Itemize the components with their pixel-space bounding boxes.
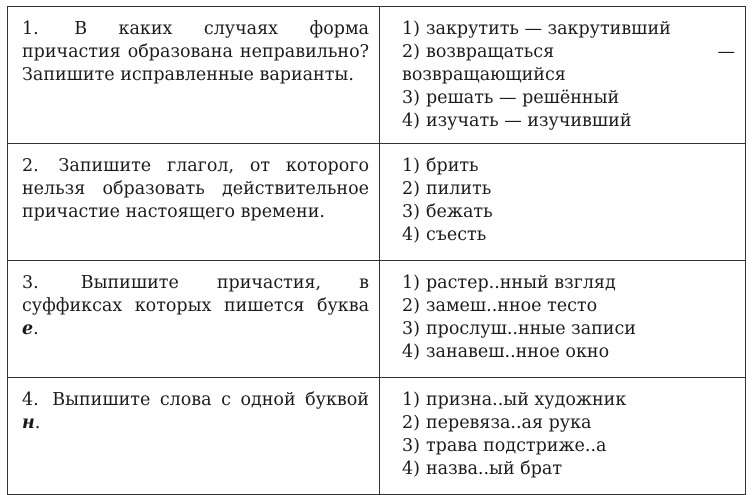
option-item: 2) замеш..нное тесто: [402, 296, 598, 316]
highlighted-letter: е: [22, 319, 34, 339]
task-number: 2.: [22, 156, 39, 176]
task-row: [8, 378, 746, 495]
question-body: Запишите глагол, от которого нельзя образовать действительное причастие настоящего времени.: [22, 156, 369, 222]
option-item: 2) перевяза..ая рука: [402, 413, 592, 433]
option-item: 1) закрутить — закрутивший: [402, 19, 671, 39]
option-item: 3) решать — решённый: [402, 88, 620, 108]
question-text: [22, 272, 369, 341]
task-number: 1.: [22, 19, 39, 39]
option-item: 2) пилить: [402, 179, 492, 199]
question-body: Выпишите слова с одной буквой: [52, 390, 369, 410]
option-item: 4) назва..ый брат: [402, 459, 563, 479]
question-end: .: [33, 319, 39, 339]
option-item: 2) возвращаться — возвращающийся: [402, 42, 735, 85]
option-item: 4) съесть: [402, 225, 487, 245]
question-cell: [8, 7, 380, 144]
task-row: [8, 7, 746, 144]
options-list: [394, 272, 735, 364]
options-cell: [380, 7, 746, 144]
task-number: 3.: [22, 273, 39, 293]
question-end: .: [34, 413, 41, 433]
option-item: 1) растер..нный взгляд: [402, 273, 616, 293]
question-cell: [8, 378, 380, 495]
question-text: [22, 389, 369, 435]
task-row: [8, 261, 746, 378]
options-cell: [380, 261, 746, 378]
question-text: [22, 155, 369, 224]
tasks-table: [7, 6, 746, 495]
option-item: 3) трава подстриже..а: [402, 436, 607, 456]
option-item: 3) прослуш..нные записи: [402, 319, 636, 339]
question-cell: [8, 144, 380, 261]
task-number: 4.: [22, 390, 39, 410]
options-list: [394, 18, 735, 133]
highlighted-letter: н: [22, 413, 35, 433]
task-row: [8, 144, 746, 261]
question-body: Выпишите причастия, в суффиксах которых пишется буква: [22, 273, 369, 316]
options-list: [394, 155, 735, 247]
option-item: 1) брить: [402, 156, 479, 176]
option-item: 4) занавеш..нное окно: [402, 342, 610, 362]
options-cell: [380, 144, 746, 261]
options-list: [394, 389, 735, 481]
question-text: [22, 18, 369, 87]
options-cell: [380, 378, 746, 495]
option-item: 1) призна..ый художник: [402, 390, 627, 410]
option-item: 3) бежать: [402, 202, 493, 222]
option-item: 4) изучать — изучивший: [402, 111, 632, 131]
question-body: В каких случаях форма причастия образована неправильно? Запишите исправленные варианты.: [22, 19, 369, 85]
question-cell: [8, 261, 380, 378]
